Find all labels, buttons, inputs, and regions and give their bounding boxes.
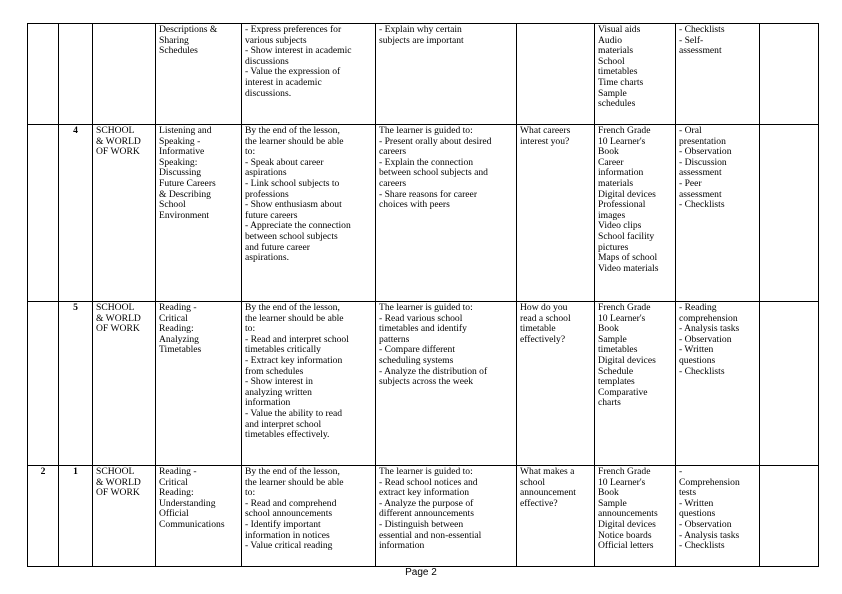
strand-cell <box>93 125 156 302</box>
cell-line: 10 Learner's <box>598 135 646 147</box>
inquiry-question-cell <box>517 24 595 125</box>
cell-line: By the end of the lesson, <box>245 125 340 136</box>
cell-line: - Compare different <box>379 344 456 356</box>
cell-line: - Present orally about desired <box>379 135 492 147</box>
cell-line: - Appreciate the connection <box>245 220 351 232</box>
sub-strand-cell <box>156 302 242 466</box>
cell-line: - Checklists <box>679 540 725 552</box>
learning-experiences-cell <box>376 24 517 125</box>
cell-line: Book <box>598 146 619 158</box>
cell-line: The learner is guided to: <box>379 466 473 477</box>
cell-line: The learner is guided to: <box>379 125 473 136</box>
cell-line: announcement <box>520 487 576 499</box>
cell-line: information <box>245 397 291 409</box>
cell-line: timetables effectively. <box>245 429 330 441</box>
cell-line: - Identify important <box>245 518 321 530</box>
cell-line: Time charts <box>598 76 644 88</box>
cell-line: Notice boards <box>598 529 652 541</box>
learning-outcomes-cell <box>242 125 376 302</box>
resources-cell <box>595 302 676 466</box>
cell-line: images <box>598 209 626 221</box>
cell-line: By the end of the lesson, <box>245 302 340 313</box>
cell-line: interest in academic <box>245 76 322 88</box>
cell-line: - Analysis tasks <box>679 529 740 541</box>
cell-line: - Observation <box>679 333 732 345</box>
remarks-cell <box>760 302 819 466</box>
cell-line: SCHOOL <box>96 125 135 136</box>
cell-line: analyzing written <box>245 386 312 398</box>
cell-line: French Grade <box>598 466 651 477</box>
strand-cell <box>93 24 156 125</box>
cell-line: - Link school subjects to <box>245 177 340 189</box>
cell-line: Official letters <box>598 540 654 552</box>
cell-line: timetables and identify <box>379 323 467 335</box>
cell-line: extract key information <box>379 487 470 499</box>
cell-line: - Explain the connection <box>379 156 474 168</box>
cell-line: scheduling systems <box>379 354 454 366</box>
cell-line: School <box>159 199 186 211</box>
assessment-cell <box>676 24 760 125</box>
strand-cell <box>93 466 156 567</box>
cell-line: Timetables <box>159 344 202 356</box>
cell-line: Schedules <box>159 45 198 57</box>
cell-line: Maps of school <box>598 252 658 264</box>
cell-line: to: <box>245 323 256 335</box>
cell-line: timetables critically <box>245 344 321 356</box>
remarks-cell <box>760 466 819 567</box>
cell-line: The learner is guided to: <box>379 302 473 313</box>
cell-line: - Share reasons for career <box>379 188 478 200</box>
cell-line: effectively? <box>520 333 566 345</box>
cell-line: choices with peers <box>379 199 450 211</box>
sub-strand-cell <box>156 125 242 302</box>
cell-line: timetable <box>520 323 556 335</box>
cell-line: the learner should be able <box>245 135 344 147</box>
cell-line: careers <box>379 146 407 158</box>
cell-line: - Value the expression of <box>245 66 341 78</box>
cell-line: aspirations <box>245 167 287 179</box>
cell-line: - Speak about career <box>245 156 324 168</box>
cell-line: assessment <box>679 188 722 200</box>
cell-line: discussions <box>245 55 289 67</box>
cell-line: Digital devices <box>598 188 656 200</box>
cell-line: - Read school notices and <box>379 476 478 488</box>
cell-line: Analyzing <box>159 333 199 345</box>
table-row <box>28 125 819 302</box>
cell-line: Video clips <box>598 220 642 232</box>
cell-line: templates <box>598 376 635 388</box>
week-cell <box>28 302 59 466</box>
cell-line: - Observation <box>679 146 732 158</box>
learning-outcomes-cell <box>242 302 376 466</box>
cell-line: Critical <box>159 312 188 324</box>
cell-line: Reading: <box>159 323 194 335</box>
page-number: Page 2 <box>405 567 437 578</box>
cell-line: timetables <box>598 344 638 356</box>
cell-line: & Describing <box>159 188 211 200</box>
cell-line: to: <box>245 487 256 499</box>
cell-line: SCHOOL <box>96 466 135 477</box>
cell-line: - Checklists <box>679 365 725 377</box>
cell-line: Comprehension <box>679 476 740 488</box>
scheme-of-work-table <box>27 23 819 567</box>
cell-line: careers <box>379 177 407 189</box>
cell-line: Understanding <box>159 497 216 509</box>
cell-line: - Extract key information <box>245 354 343 366</box>
cell-line: - Written <box>679 344 714 356</box>
learning-experiences-cell <box>376 125 517 302</box>
cell-line: French Grade <box>598 125 651 136</box>
cell-line: school <box>520 476 546 488</box>
cell-line: Digital devices <box>598 518 656 530</box>
cell-line: - Analyze the distribution of <box>379 365 488 377</box>
lesson-cell: 1 <box>59 466 93 567</box>
cell-line: from schedules <box>245 365 304 377</box>
cell-line: tests <box>679 487 697 499</box>
learning-experiences-cell <box>376 302 517 466</box>
cell-line: Sample <box>598 497 627 509</box>
cell-line: Communications <box>159 518 225 530</box>
week-cell <box>28 125 59 302</box>
cell-line: How do you <box>520 302 568 313</box>
cell-line: various subjects <box>245 34 307 46</box>
cell-line: OF WORK <box>96 323 140 335</box>
cell-line: Reading - <box>159 466 197 477</box>
week-cell: 2 <box>28 466 59 567</box>
cell-line: & WORLD <box>96 135 141 147</box>
cell-line: presentation <box>679 135 726 147</box>
cell-line: and interpret school <box>245 418 322 430</box>
cell-line: - Explain why certain <box>379 24 462 35</box>
cell-line: announcements <box>598 508 658 520</box>
cell-line: Listening and <box>159 125 212 136</box>
cell-line: Environment <box>159 209 210 221</box>
cell-line: charts <box>598 397 621 409</box>
cell-line: Book <box>598 487 619 499</box>
cell-line: - Express preferences for <box>245 24 342 35</box>
cell-line: - Show interest in academic <box>245 45 352 57</box>
learning-outcomes-cell <box>242 466 376 567</box>
cell-line: Critical <box>159 476 188 488</box>
learning-experiences-cell <box>376 466 517 567</box>
cell-line: - Discussion <box>679 156 727 168</box>
cell-line: pictures <box>598 241 629 253</box>
table-row <box>28 302 819 466</box>
cell-line: School <box>598 55 625 67</box>
cell-line: - Value the ability to read <box>245 407 343 419</box>
cell-line: patterns <box>379 333 410 345</box>
cell-line: to: <box>245 146 256 158</box>
cell-line: - Value critical reading <box>245 540 333 552</box>
assessment-cell <box>676 302 760 466</box>
cell-line: interest you? <box>520 135 570 147</box>
cell-line: OF WORK <box>96 487 140 499</box>
cell-line: - Read various school <box>379 312 463 324</box>
cell-line: discussions. <box>245 87 292 99</box>
inquiry-question-cell <box>517 466 595 567</box>
cell-line: assessment <box>679 45 722 57</box>
cell-line: - Read and interpret school <box>245 333 349 345</box>
table-body <box>28 24 819 567</box>
sub-strand-cell <box>156 24 242 125</box>
cell-line: Descriptions & <box>159 24 218 35</box>
cell-line: French Grade <box>598 302 651 313</box>
cell-line: timetables <box>598 66 638 78</box>
cell-line: - Checklists <box>679 24 725 35</box>
cell-line: Book <box>598 323 619 335</box>
week-cell <box>28 24 59 125</box>
resources-cell <box>595 125 676 302</box>
cell-line: - Distinguish between <box>379 518 464 530</box>
cell-line: Speaking: <box>159 156 198 168</box>
cell-line: between school subjects and <box>379 167 488 179</box>
cell-line: - Show enthusiasm about <box>245 199 342 211</box>
cell-line: - Observation <box>679 518 732 530</box>
cell-line: OF WORK <box>96 146 140 158</box>
cell-line: materials <box>598 45 634 57</box>
cell-line: different announcements <box>379 508 474 520</box>
cell-line: Sample <box>598 333 627 345</box>
cell-line: future careers <box>245 209 298 221</box>
cell-line: Discussing <box>159 167 202 179</box>
cell-line: Professional <box>598 199 646 211</box>
cell-line: the learner should be able <box>245 476 344 488</box>
cell-line: Schedule <box>598 365 634 377</box>
cell-line: information in notices <box>245 529 330 541</box>
cell-line: Reading: <box>159 487 194 499</box>
cell-line: essential and non-essential <box>379 529 482 541</box>
cell-line: read a school <box>520 312 571 324</box>
cell-line: 10 Learner's <box>598 476 646 488</box>
cell-line: assessment <box>679 167 722 179</box>
cell-line: School facility <box>598 230 655 242</box>
cell-line: 10 Learner's <box>598 312 646 324</box>
cell-line: the learner should be able <box>245 312 344 324</box>
strand-cell <box>93 302 156 466</box>
cell-line: - Show interest in <box>245 376 313 388</box>
resources-cell <box>595 466 676 567</box>
cell-line: Sample <box>598 87 627 99</box>
remarks-cell <box>760 125 819 302</box>
cell-line: & WORLD <box>96 312 141 324</box>
assessment-cell <box>676 466 760 567</box>
cell-line: Sharing <box>159 34 189 46</box>
inquiry-question-cell <box>517 125 595 302</box>
cell-line: - Oral <box>679 125 702 136</box>
lesson-cell: 4 <box>59 125 93 302</box>
cell-line: - Peer <box>679 177 702 189</box>
cell-line: Informative <box>159 146 205 158</box>
cell-line: subjects across the week <box>379 376 474 388</box>
cell-line: Future Careers <box>159 177 216 189</box>
cell-line: between school subjects <box>245 230 338 242</box>
table-row <box>28 466 819 567</box>
cell-line: aspirations. <box>245 252 289 264</box>
cell-line: school announcements <box>245 508 333 520</box>
cell-line: schedules <box>598 98 636 110</box>
cell-line: By the end of the lesson, <box>245 466 340 477</box>
cell-line: professions <box>245 188 289 200</box>
cell-line: Video materials <box>598 262 659 274</box>
cell-line: and future career <box>245 241 310 253</box>
cell-line: - Analyze the purpose of <box>379 497 474 509</box>
cell-line: - Analysis tasks <box>679 323 740 335</box>
cell-line: - Written <box>679 497 714 509</box>
table-row <box>28 24 819 125</box>
lesson-cell: 5 <box>59 302 93 466</box>
cell-line: SCHOOL <box>96 302 135 313</box>
lesson-cell <box>59 24 93 125</box>
remarks-cell <box>760 24 819 125</box>
cell-line: - Read and comprehend <box>245 497 337 509</box>
cell-line: - <box>679 466 683 477</box>
cell-line: Speaking - <box>159 135 201 147</box>
cell-line: information <box>379 540 425 552</box>
cell-line: Audio <box>598 34 622 46</box>
inquiry-question-cell <box>517 302 595 466</box>
cell-line: questions <box>679 508 716 520</box>
learning-outcomes-cell <box>242 24 376 125</box>
cell-line: Reading - <box>159 302 197 313</box>
cell-line: - Self- <box>679 34 704 46</box>
cell-line: Official <box>159 508 189 520</box>
cell-line: comprehension <box>679 312 738 324</box>
cell-line: questions <box>679 354 716 366</box>
cell-line: materials <box>598 177 634 189</box>
resources-cell <box>595 24 676 125</box>
cell-line: subjects are important <box>379 34 464 46</box>
cell-line: Visual aids <box>598 24 641 35</box>
cell-line: Career <box>598 156 624 168</box>
cell-line: Digital devices <box>598 354 656 366</box>
assessment-cell <box>676 125 760 302</box>
cell-line: What makes a <box>520 466 575 477</box>
cell-line: What careers <box>520 125 571 136</box>
cell-line: information <box>598 167 644 179</box>
cell-line: Comparative <box>598 386 648 398</box>
cell-line: - Reading <box>679 302 717 313</box>
cell-line: & WORLD <box>96 476 141 488</box>
cell-line: effective? <box>520 497 558 509</box>
cell-line: - Checklists <box>679 199 725 211</box>
sub-strand-cell <box>156 466 242 567</box>
